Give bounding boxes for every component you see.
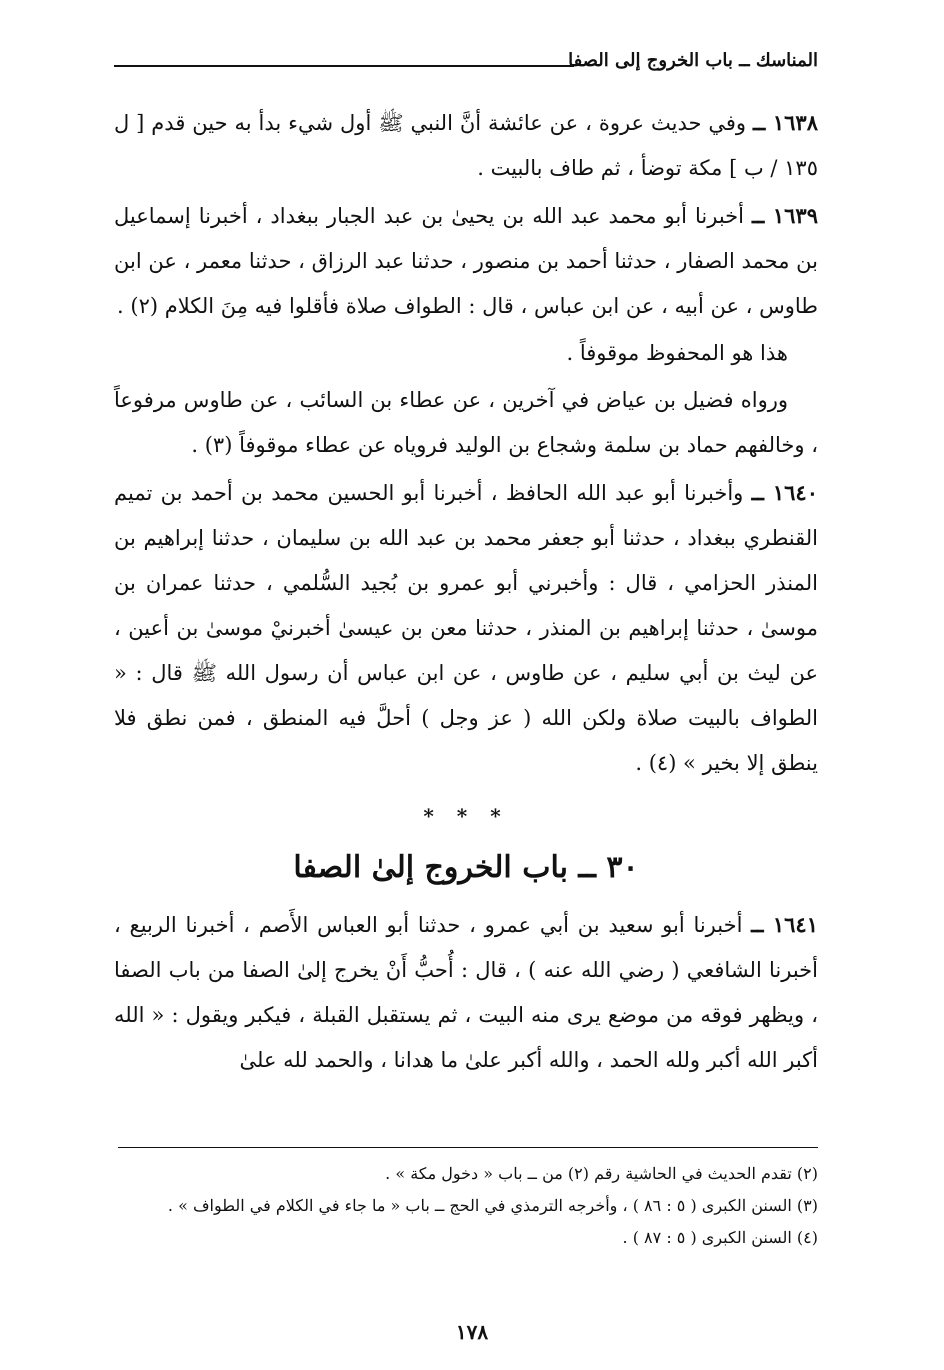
hadith-text: أخبرنا أبو سعيد بن أبي عمرو ، حدثنا أبو العباس الأَصم ، أخبرنا الربيع ، أخبرنا الشافعي ( رضي الله عنه ) ، قال : أُحبُّ أَنْ يخرج إلىٰ الصفا من باب الصفا ، ويظهر فوقه من موضع يرى منه البيت ، ثم يستقبل القبلة ، فيكبر ويقول : « الله أكبر الله أكبر ولله الحمد ، والله أكبر علىٰ ما هدانا ، والحمد لله علىٰ bbox=[114, 913, 818, 1072]
footnote: (٢) تقدم الحديث في الحاشية رقم (٢) من ــ باب « دخول مكة » . bbox=[385, 1164, 818, 1183]
header-rule bbox=[114, 65, 574, 67]
hadith-text: وأخبرنا أبو عبد الله الحافظ ، أخبرنا أبو الحسين محمد بن أحمد بن تميم القنطري ببغداد ، حدثنا أبو جعفر محمد بن عبد الله بن سليمان ، حدثنا إبراهيم بن المنذر الحزامي ، قال : وأخبرني أبو عمرو بن بُجيد السُّلمي ، حدثنا عمران بن موسىٰ ، حدثنا إبراهيم بن المنذر ، حدثنا معن بن عيسىٰ أخبرنيْ موسىٰ بن أعين ، عن ليث بن أبي سليم ، عن طاوس ، عن ابن عباس أن رسول الله ﷺ قال : « الطواف بالبيت صلاة ولكن الله ( عز وجل ) أحلَّ فيه المنطق ، فمن نطق فلا ينطق إلا بخير » (٤) . bbox=[114, 481, 818, 775]
hadith-1638 bbox=[114, 100, 818, 191]
footnote-rule bbox=[118, 1147, 818, 1148]
running-header bbox=[114, 50, 818, 80]
hadith-text: أخبرنا أبو محمد عبد الله بن يحيىٰ بن عبد الجبار ببغداد ، أخبرنا إسماعيل بن محمد الصفار ، حدثنا أحمد بن منصور ، حدثنا عبد الرزاق ، حدثنا معمر ، عن ابن طاوس ، عن أبيه ، عن ابن عباس ، قال : الطواف صلاة فأقلوا فيه مِنَ الكلام (٢) . bbox=[114, 204, 818, 318]
hadith-number: ١٦٣٨ ــ bbox=[753, 110, 818, 135]
commentary-text: ورواه فضيل بن عياض في آخرين ، عن عطاء بن السائب ، عن طاوس مرفوعاً ، وخالفهم حماد بن سلمة وشجاع بن الوليد فروياه عن عطاء موقوفاً (٣) . bbox=[114, 388, 818, 457]
footnotes bbox=[114, 1158, 818, 1254]
commentary-text: هذا هو المحفوظ موقوفاً . bbox=[566, 341, 788, 365]
hadith-number: ١٦٤١ ــ bbox=[751, 912, 818, 937]
page-number: ١٧٨ bbox=[455, 1320, 489, 1344]
hadith-1640 bbox=[114, 470, 818, 786]
hadith-text: وفي حديث عروة ، عن عائشة أنَّ النبي ﷺ أول شيء بدأ به حين قدم [ ل ١٣٥ / ب ] مكة توضأ ، ثم طاف بالبيت . bbox=[114, 111, 818, 180]
hadith-number: ١٦٣٩ ــ bbox=[751, 203, 818, 228]
footnote: (٣) السنن الكبرى ( ٥ : ٨٦ ) ، وأخرجه الترمذي في الحج ــ باب « ما جاء في الكلام في الطواف » . bbox=[167, 1196, 818, 1215]
chapter-title: ٣٠ ــ باب الخروج إلىٰ الصفا bbox=[293, 850, 639, 885]
hadith-number: ١٦٤٠ ــ bbox=[751, 480, 818, 505]
footnote: (٤) السنن الكبرى ( ٥ : ٨٧ ) . bbox=[622, 1228, 818, 1247]
main-text bbox=[114, 100, 818, 1085]
hadith-1639 bbox=[114, 193, 818, 329]
hadith-1641 bbox=[114, 902, 818, 1083]
running-header-title: المناسك ــ باب الخروج إلى الصفا bbox=[568, 50, 818, 71]
section-separator: * * * bbox=[423, 804, 509, 828]
commentary-paragraph bbox=[114, 378, 818, 468]
commentary-paragraph bbox=[114, 331, 818, 376]
